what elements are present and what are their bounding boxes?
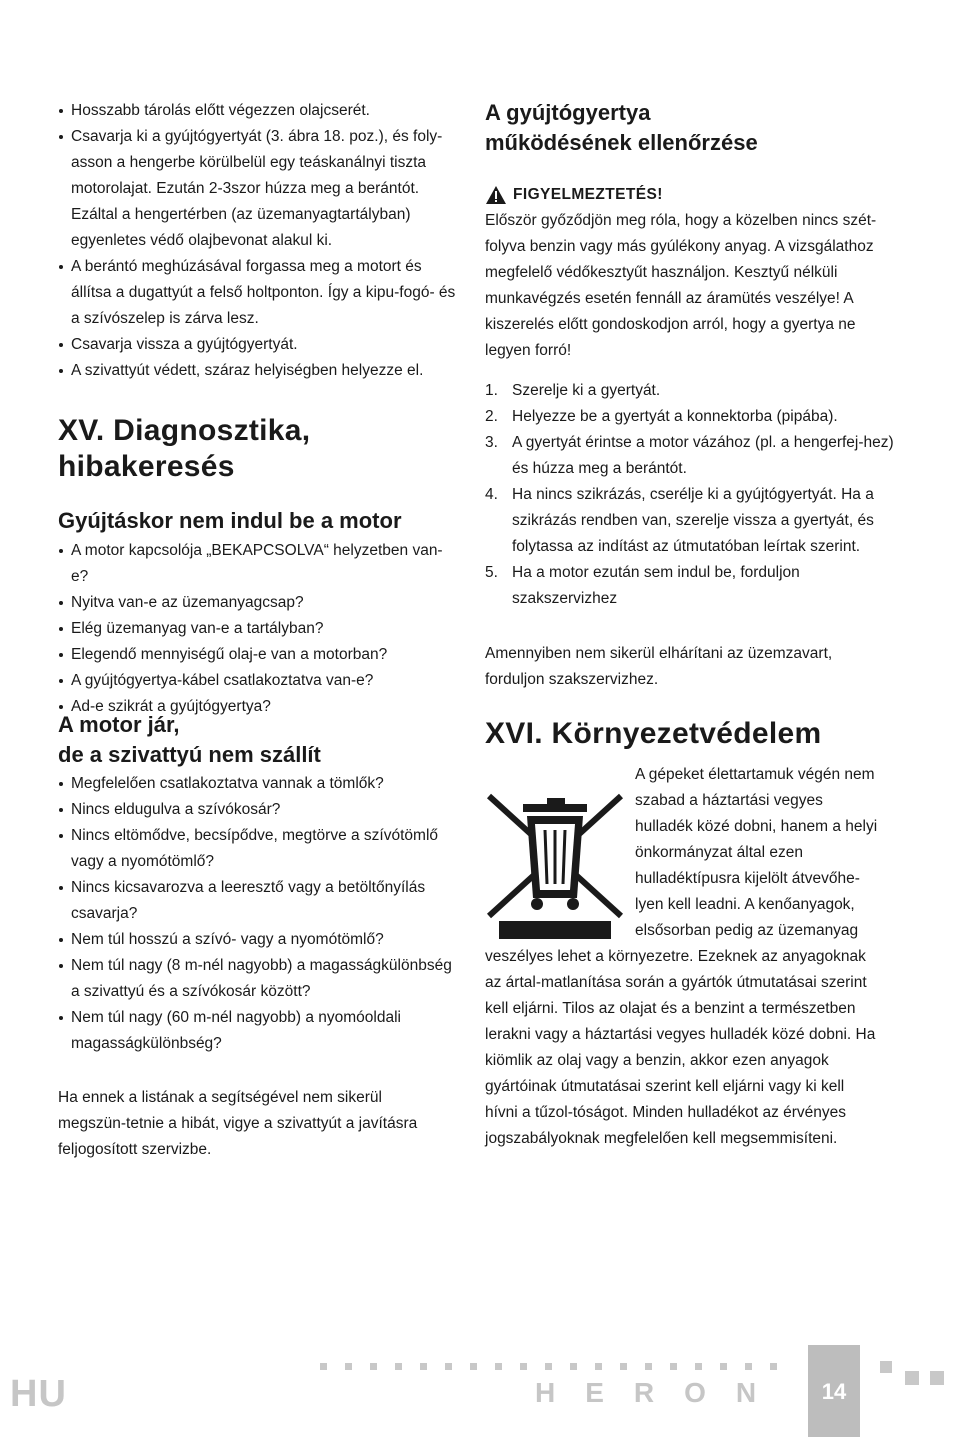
subsection-title-line: A motor jár, bbox=[58, 712, 180, 737]
step-text: Szerelje ki a gyertyát. bbox=[512, 382, 661, 399]
section-title-line: hibakeresés bbox=[58, 450, 235, 483]
list-item: Nyitva van-e az üzemanyagcsap? bbox=[58, 590, 458, 616]
warning-label: FIGYELMEZTETÉS! bbox=[513, 186, 663, 203]
dot bbox=[445, 1363, 452, 1370]
list-item: Nem túl hosszú a szívó- vagy a nyomótömlő? bbox=[58, 927, 458, 953]
subsection-title bbox=[58, 710, 458, 770]
spark-plug-title bbox=[485, 98, 905, 158]
dot bbox=[720, 1363, 727, 1370]
step-number: 1. bbox=[485, 382, 498, 399]
dot bbox=[370, 1363, 377, 1370]
list-item bbox=[485, 482, 895, 560]
list-item bbox=[485, 560, 895, 612]
pump-bullets bbox=[58, 771, 458, 1057]
subsection-title: Gyújtáskor nem indul be a motor bbox=[58, 508, 402, 533]
environment-paragraph: A gépeket élettartamuk végén nem szabad a háztartási vegyes hulladék közé dobni, hanem a helyi önkormányzat által ezen hulladéktípusra kijelölt átvevőhe-lyen kell leadni. A kenőanyagok, elsősorban pedig az üzemanyag veszélyes lehet a környezetre. Ezeknek az anyagoknak az ártal-matlanítása során a gyártók útmutatásai szerint kell eljárni. Tilos az olajat és a benzint a természetben lerakni vagy a háztartási vegyes hulladék közé dobni. Ha kiömlik az olaj vagy a benzin, akkor ezen anyagok gyártóinak útmutatásai szerint kell eljárni vagy ki kell hívni a tűzol-tóságot. Minden hulladékot az érvényes jogszabályoknak megfelelően kell megsemmisíteni. bbox=[485, 766, 878, 1147]
step-text: Ha a motor ezután sem indul be, forduljon szakszervizhez bbox=[512, 564, 800, 607]
dot bbox=[620, 1363, 627, 1370]
dot bbox=[745, 1363, 752, 1370]
steps-list bbox=[485, 378, 895, 612]
dot bbox=[595, 1363, 602, 1370]
step-text: A gyertyát érintse a motor vázához (pl. a hengerfej-hez) és húzza meg a berántót. bbox=[512, 434, 894, 477]
page-number: 14 bbox=[821, 1379, 847, 1404]
dot bbox=[520, 1363, 527, 1370]
list-item bbox=[485, 378, 895, 404]
list-item: Elegendő mennyiségű olaj-e van a motorban? bbox=[58, 642, 458, 668]
dot bbox=[770, 1363, 777, 1370]
dot bbox=[345, 1363, 352, 1370]
list-item: Nincs eltömődve, becsípődve, megtörve a szívótömlő vagy a nyomótömlő? bbox=[58, 823, 458, 875]
step-number: 2. bbox=[485, 408, 498, 425]
list-item: Nem túl nagy (60 m-nél nagyobb) a nyomóoldali magasságkülönbség? bbox=[58, 1005, 458, 1057]
dot bbox=[395, 1363, 402, 1370]
list-item: Csavarja ki a gyújtógyertyát (3. ábra 18. poz.), és foly-asson a hengerbe körülbelül egy teáskanálnyi tiszta motorolajat. Ezután 2-3szor húzza meg a berántót. Ezáltal a hengertérben (az üzemanyagtartályban) egyenletes védő olajbevonat alakul ki. bbox=[58, 124, 458, 254]
list-item: Elég üzemanyag van-e a tartályban? bbox=[58, 616, 458, 642]
step-number: 5. bbox=[485, 564, 498, 581]
fallback-paragraph: Amennyiben nem sikerül elhárítani az üzemzavart, forduljon szakszervizhez. bbox=[485, 645, 833, 688]
dot bbox=[570, 1363, 577, 1370]
environment-block bbox=[485, 762, 880, 1152]
storage-bullets bbox=[58, 98, 458, 384]
list-item bbox=[485, 404, 895, 430]
list-item: A gyújtógyertya-kábel csatlakoztatva van-e? bbox=[58, 668, 458, 694]
closing-paragraph: Ha ennek a listának a segítségével nem sikerül megszün-tetnie a hibát, vigye a szivattyút a javításra feljogosított szervizbe. bbox=[58, 1089, 418, 1158]
list-item: Nincs kicsavarozva a leeresztő vagy a betöltőnyílás csavarja? bbox=[58, 875, 458, 927]
page-footer bbox=[0, 1345, 960, 1437]
dot bbox=[670, 1363, 677, 1370]
warning-text: Először győződjön meg róla, hogy a közelben nincs szét-folyva benzin vagy más gyúlékony anyag. A vizsgálathoz megfelelő védőkesztyűt használjon. Kesztyű nélküli munkavégzés esetén fennáll az áramütés veszélye! A kiszerelés előtt gondoskodjon arról, hogy a gyertya ne legyen forró! bbox=[485, 212, 877, 359]
dot bbox=[545, 1363, 552, 1370]
section-title-line: működésének ellenőrzése bbox=[485, 130, 758, 155]
list-item: A berántó meghúzásával forgassa meg a motort és állítsa a dugattyút a felső holtponton. Így a kipu-fogó- és a szívószelep is zárva lesz. bbox=[58, 254, 458, 332]
section-title-environment: XVI. Környezetvédelem bbox=[485, 717, 822, 750]
dot bbox=[645, 1363, 652, 1370]
list-item: A motor kapcsolója „BEKAPCSOLVA“ helyzetben van-e? bbox=[58, 538, 458, 590]
decorative-square bbox=[880, 1361, 892, 1373]
dot bbox=[695, 1363, 702, 1370]
warning-triangle-icon bbox=[485, 185, 507, 205]
crossed-out-wheelie-bin-icon bbox=[485, 766, 625, 941]
list-item: Megfelelően csatlakoztatva vannak a tömlők? bbox=[58, 771, 458, 797]
dot bbox=[420, 1363, 427, 1370]
warning-heading bbox=[485, 182, 663, 208]
list-item: A szivattyút védett, száraz helyiségben helyezze el. bbox=[58, 358, 458, 384]
language-code: HU bbox=[10, 1373, 67, 1415]
step-number: 4. bbox=[485, 486, 498, 503]
list-item: Csavarja vissza a gyújtógyertyát. bbox=[58, 332, 458, 358]
ignition-bullets bbox=[58, 538, 458, 720]
subsection-title-line: de a szivattyú nem szállít bbox=[58, 742, 321, 767]
decorative-square bbox=[905, 1371, 919, 1385]
page-number-box bbox=[808, 1345, 860, 1437]
dot bbox=[320, 1363, 327, 1370]
list-item bbox=[485, 430, 895, 482]
dot bbox=[495, 1363, 502, 1370]
list-item: Nem túl nagy (8 m-nél nagyobb) a magasságkülönbség a szivattyú és a szívókosár között? bbox=[58, 953, 458, 1005]
brand-logo: HERON bbox=[535, 1377, 787, 1408]
section-title-diagnostics bbox=[58, 413, 458, 485]
list-item: Nincs eldugulva a szívókosár? bbox=[58, 797, 458, 823]
step-text: Helyezze be a gyertyát a konnektorba (pipába). bbox=[512, 408, 838, 425]
dot bbox=[470, 1363, 477, 1370]
decorative-square bbox=[930, 1371, 944, 1385]
step-text: Ha nincs szikrázás, cserélje ki a gyújtógyertyát. Ha a szikrázás rendben van, szerelje vissza a gyertyát, és folytassa az indítást az útmutatóban leírtak szerint. bbox=[512, 486, 874, 555]
list-item: Hosszabb tárolás előtt végezzen olajcserét. bbox=[58, 98, 458, 124]
list-item: Ad-e szikrát a gyújtógyertya? bbox=[58, 694, 458, 720]
section-title-line: XV. Diagnosztika, bbox=[58, 414, 311, 447]
step-number: 3. bbox=[485, 434, 498, 451]
section-title-line: A gyújtógyertya bbox=[485, 100, 651, 125]
